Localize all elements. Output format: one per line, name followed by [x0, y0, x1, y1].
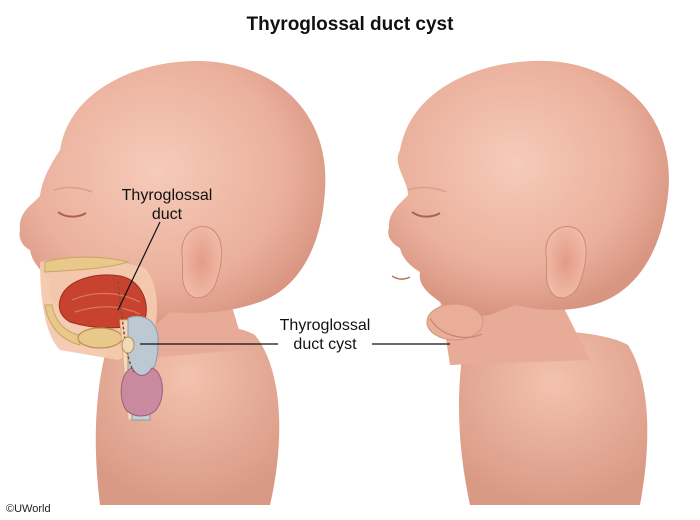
copyright-text: ©UWorld: [6, 503, 51, 515]
hyoid-bone: [78, 328, 122, 348]
duct-label: [112, 186, 222, 224]
right-mouth: [392, 276, 410, 279]
cyst-label-line1: Thyroglossal: [279, 317, 371, 334]
cyst-label-line2: duct cyst: [293, 336, 357, 353]
right-infant-figure: [388, 61, 669, 505]
duct-label-line1: Thyroglossal: [121, 187, 213, 204]
left-infant-figure: [19, 61, 325, 505]
duct-cyst: [122, 337, 134, 353]
figure-title: Thyroglossal duct cyst: [246, 14, 454, 35]
duct-label-line2: duct: [151, 206, 183, 223]
thyroid-gland: [121, 368, 162, 416]
cyst-label: [270, 316, 380, 354]
visible-cyst-swelling: [427, 304, 483, 340]
